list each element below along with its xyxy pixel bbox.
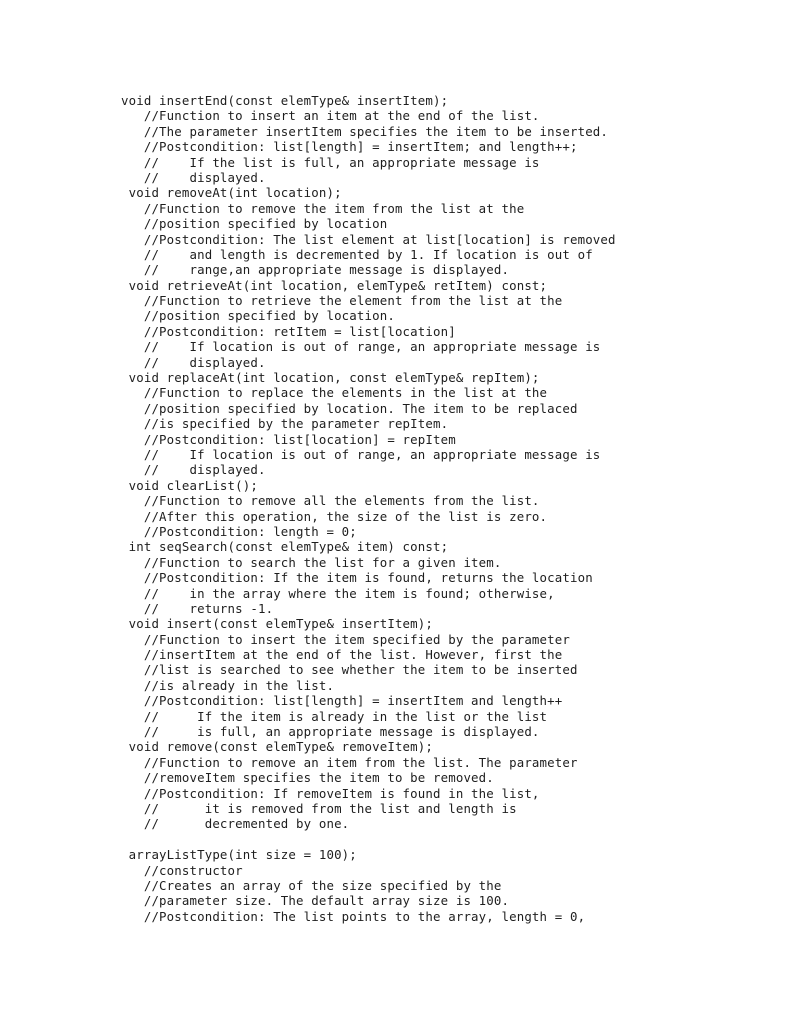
- code-line: //Function to search the list for a given item.: [121, 554, 502, 570]
- code-line: // If location is out of range, an appropriate message is: [121, 446, 601, 462]
- code-line: int seqSearch(const elemType& item) const;: [121, 539, 449, 555]
- code-line: //Postcondition: The list element at list[location] is removed: [121, 231, 616, 247]
- code-line: //is specified by the parameter repItem.: [121, 416, 449, 432]
- code-line: // returns -1.: [121, 600, 274, 616]
- code-line: // displayed.: [121, 354, 266, 370]
- code-line: // range,an appropriate message is displayed.: [121, 262, 510, 278]
- code-line: //Function to remove all the elements from the list.: [121, 493, 540, 509]
- code-line: // If location is out of range, an appropriate message is: [121, 339, 601, 355]
- code-line: //position specified by location.: [121, 308, 395, 324]
- code-line: //list is searched to see whether the item to be inserted: [121, 662, 578, 678]
- code-line: // decremented by one.: [121, 816, 350, 832]
- code-line: //insertItem at the end of the list. However, first the: [121, 647, 563, 663]
- code-line: //Function to remove an item from the list. The parameter: [121, 754, 578, 770]
- code-line: // If the list is full, an appropriate message is: [121, 154, 540, 170]
- code-line: //constructor: [121, 862, 243, 878]
- code-line: // displayed.: [121, 462, 266, 478]
- code-line: // and length is decremented by 1. If location is out of: [121, 246, 593, 262]
- code-line: //Function to retrieve the element from the list at the: [121, 293, 563, 309]
- code-line: //Postcondition: If the item is found, returns the location: [121, 570, 593, 586]
- code-line: void insert(const elemType& insertItem);: [121, 616, 434, 632]
- code-line: //is already in the list.: [121, 677, 335, 693]
- code-line: //Postcondition: list[length] = insertItem; and length++;: [121, 139, 578, 155]
- code-line: //Function to insert the item specified by the parameter: [121, 631, 570, 647]
- code-line: //Function to replace the elements in the list at the: [121, 385, 548, 401]
- code-line: // it is removed from the list and length is: [121, 800, 517, 816]
- code-line: void removeAt(int location);: [121, 185, 342, 201]
- code-line: //removeItem specifies the item to be removed.: [121, 770, 494, 786]
- code-line: [121, 832, 616, 847]
- code-line: void replaceAt(int location, const elemType& repItem);: [121, 370, 540, 386]
- code-line: //position specified by location: [121, 216, 388, 232]
- code-line: // is full, an appropriate message is displayed.: [121, 724, 540, 740]
- code-line: arrayListType(int size = 100);: [121, 847, 357, 863]
- code-line: //After this operation, the size of the list is zero.: [121, 508, 548, 524]
- code-line: void insertEnd(const elemType& insertItem);: [121, 93, 449, 108]
- code-line: // in the array where the item is found; otherwise,: [121, 585, 555, 601]
- code-listing: [121, 93, 616, 924]
- code-line: void clearList();: [121, 477, 258, 493]
- code-line: void remove(const elemType& removeItem);: [121, 739, 434, 755]
- code-line: //position specified by location. The item to be replaced: [121, 400, 578, 416]
- code-line: //Postcondition: If removeItem is found in the list,: [121, 785, 540, 801]
- code-line: //Postcondition: list[length] = insertItem and length++: [121, 693, 563, 709]
- code-line: //Function to insert an item at the end of the list.: [121, 108, 540, 124]
- code-line: void retrieveAt(int location, elemType& retItem) const;: [121, 277, 548, 293]
- code-line: //Creates an array of the size specified by the: [121, 877, 502, 893]
- code-line: //Postcondition: The list points to the array, length = 0,: [121, 908, 586, 924]
- code-line: //Postcondition: list[location] = repItem: [121, 431, 456, 447]
- code-line: //Function to remove the item from the list at the: [121, 200, 525, 216]
- code-line: //Postcondition: length = 0;: [121, 523, 357, 539]
- code-line: //The parameter insertItem specifies the item to be inserted.: [121, 123, 609, 139]
- code-line: // If the item is already in the list or the list: [121, 708, 548, 724]
- code-line: //parameter size. The default array size is 100.: [121, 893, 510, 909]
- code-line: // displayed.: [121, 169, 266, 185]
- code-line: //Postcondition: retItem = list[location]: [121, 323, 456, 339]
